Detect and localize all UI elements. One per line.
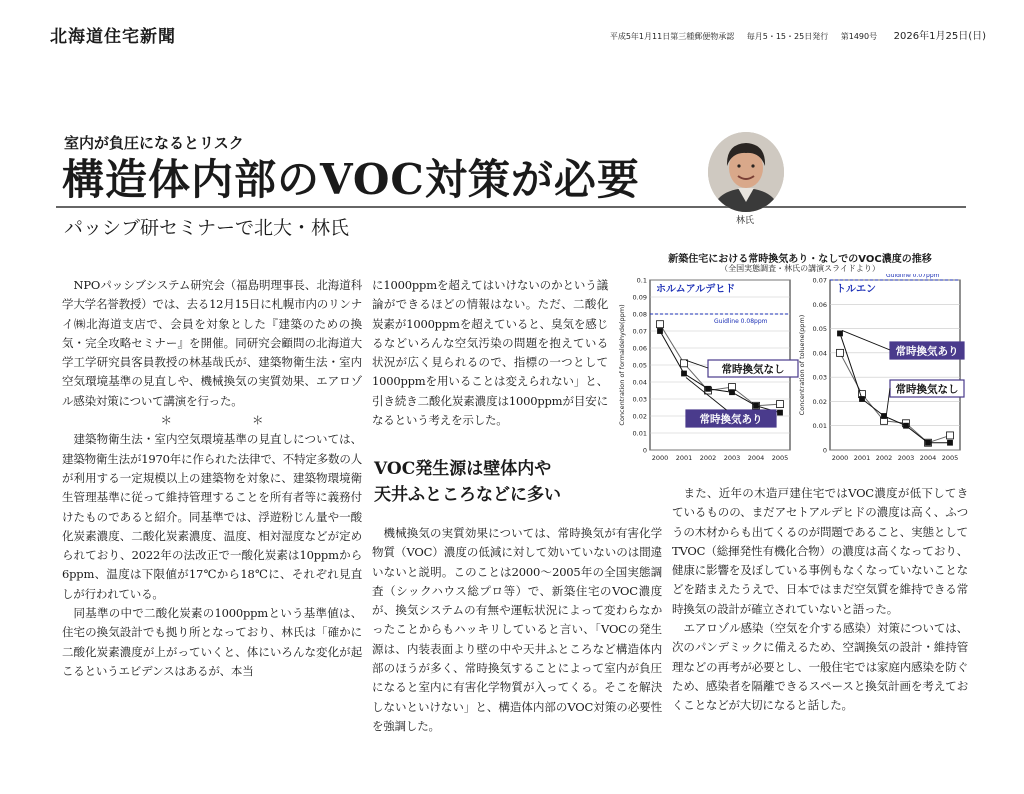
y-tick-label: 0.02 (632, 412, 647, 421)
x-tick-label: 2005 (771, 454, 789, 462)
callout-label: 常時換気なし (721, 363, 785, 376)
y-tick-label: 0.05 (812, 325, 827, 334)
series-no-ventilation-point (777, 401, 784, 408)
guideline-label: Guidline 0.08ppm (714, 318, 768, 325)
publication-schedule: 毎月5・15・25日発行 (746, 32, 829, 41)
article-column-3 (372, 524, 662, 736)
registration-note: 平成5年1月11日第三種郵便物承認 (609, 32, 735, 41)
series-with-ventilation-point (730, 390, 735, 395)
y-axis-label: Concentration of formaldehyde(ppm) (618, 304, 626, 426)
x-tick-label: 2004 (747, 454, 765, 462)
callout-label: 常時換気あり (895, 345, 959, 358)
series-with-ventilation-point (658, 329, 663, 334)
issue-number: 第1490号 (840, 32, 878, 41)
article-column-4 (672, 484, 968, 716)
x-tick-label: 2000 (831, 454, 849, 462)
y-tick-label: 0.05 (632, 361, 647, 370)
x-tick-label: 2001 (675, 454, 693, 462)
section-heading-line-2: 天井ふところなどに多い (374, 485, 561, 505)
y-tick-label: 0 (642, 446, 647, 455)
chart-subtitle: （全国実態調査・林氏の講演スライドより） (720, 264, 880, 273)
newspaper-masthead: 北海道住宅新聞 (50, 27, 176, 47)
paragraph-aerosol: エアロゾル感染（空気を介する感染）対策については、次のパンデミックに備えるため、空調換気の設計・維持管理などの再考が必要とし、一般住宅では家庭内感染を防ぐため、感染者を隔離できるスペースと換気計画を考えておくことなどが大切になると話した。 (672, 621, 968, 713)
guideline-label: Guidline 0.07ppm (886, 274, 940, 279)
speaker-photo (708, 132, 784, 212)
paragraph-co2: 同基準の中で二酸化炭素の1000ppmという基準値は、住宅の換気設計でも拠り所となっており、林氏は「確かに二酸化炭素濃度が上がっていくと、体にいろんな変化が起こるというエビデンスはあるが、本当 (62, 606, 362, 678)
series-with-ventilation-point (926, 440, 931, 445)
y-tick-label: 0.04 (812, 349, 827, 358)
paragraph-co2-cont: に1000ppmを超えてはいけないのかという議論ができるほどの情報はない。ただ、二酸化炭素が1000ppmを超えていると、臭気を感じるなどいろんな空気汚染の問題を抱えている状況が広く見られるので、指標の一つとして1000ppmを用いることは変えられない」と、引き続き二酸化炭素濃度は1000ppmが目安になるという考えを示した。 (372, 278, 608, 428)
article-subhead: パッシブ研セミナーで北大・林氏 (64, 217, 350, 239)
article-kicker: 室内が負圧になるとリスク (64, 134, 244, 152)
series-no-ventilation-point (837, 349, 844, 356)
chart-title: 新築住宅における常時換気あり・なしでのVOC濃度の推移 (668, 254, 932, 265)
article-headline: 構造体内部のVOC対策が必要 (62, 155, 640, 204)
plot-frame (830, 280, 960, 450)
series-with-ventilation-point (706, 386, 711, 391)
section-heading-line-1: VOC発生源は壁体内や (374, 459, 552, 479)
headline-rule (56, 206, 966, 208)
paragraph-ventilation: 機械換気の実質効果については、常時換気が有害化学物質（VOC）濃度の低減に対して効いていないのは間違いないと説明。このことは2000～2005年の全国実態調査（シックハウス総プロ等）で、新築住宅のVOC濃度が、換気システムの有無や運転状況によって変わらなかったことからもハッキリしていると言い、「VOCの発生源は、内装表面より壁の中や天井ふところなど構造体内部のほうが多く、常時換気することによって室内が負圧になると室内に有害化学物質が入ってくる。そこを解決しないといけない」と、構造体内部のVOC対策の必要性を強調した。 (372, 526, 662, 733)
y-tick-label: 0.06 (812, 300, 827, 309)
y-tick-label: 0 (822, 446, 827, 455)
section-heading (374, 456, 561, 508)
y-tick-label: 0.06 (632, 344, 647, 353)
photo-caption: 林氏 (736, 216, 755, 226)
series-with-ventilation-point (778, 410, 783, 415)
chart-name: ホルムアルデヒド (656, 284, 736, 295)
x-tick-label: 2004 (919, 454, 937, 462)
y-tick-label: 0.02 (812, 397, 827, 406)
x-tick-label: 2003 (897, 454, 915, 462)
x-tick-label: 2002 (875, 454, 893, 462)
issue-meta (600, 27, 986, 42)
section-stars: ＊＊ (160, 413, 344, 428)
series-no-ventilation-point (947, 432, 954, 439)
paragraph-intro: NPOパッシブシステム研究会（福島明理事長、北海道科学大学名誉教授）では、去る12月15日に札幌市内のリンナイ㈱北海道支店で、会員を対象とした『建築のための換気・完全攻略セミナー』を開催。同研究会顧問の北海道大学工学研究員客員教授の林基哉氏が、建築物衛生法・室内空気環境基準の見直しや、機械換気の実質効果、エアロゾル感染対策について講演を行った。 (62, 278, 362, 408)
series-with-ventilation-point (838, 331, 843, 336)
series-with-ventilation-point (860, 397, 865, 402)
y-tick-label: 0.1 (636, 276, 647, 285)
series-with-ventilation-point (904, 423, 909, 428)
y-tick-label: 0.01 (812, 422, 827, 431)
article-column-2 (372, 276, 608, 430)
series-with-ventilation-point (754, 403, 759, 408)
series-with-ventilation-point (682, 371, 687, 376)
x-tick-label: 2005 (941, 454, 959, 462)
y-tick-label: 0.03 (812, 373, 827, 382)
voc-concentration-chart (616, 274, 972, 470)
y-tick-label: 0.07 (632, 327, 647, 336)
series-with-ventilation-point (948, 440, 953, 445)
y-tick-label: 0.08 (632, 310, 647, 319)
paragraph-wood-voc: また、近年の木造戸建住宅ではVOC濃度が低下してきているものの、まだアセトアルデヒドの濃度は高く、ふつうの木材からも出てくるのが問題であること、実態としてTVOC（総揮発性有機化合物）の濃度は高くなっており、健康に影響を及ぼしている事例もなくなっていないことなどを踏まえたうえで、日本ではまだ空気質を維持できる常時換気の設計が確立されていないと語った。 (672, 486, 968, 616)
x-tick-label: 2001 (853, 454, 871, 462)
x-tick-label: 2002 (699, 454, 717, 462)
y-tick-label: 0.04 (632, 378, 647, 387)
x-tick-label: 2003 (723, 454, 741, 462)
y-tick-label: 0.03 (632, 395, 647, 404)
y-tick-label: 0.07 (812, 276, 827, 285)
paragraph-law: 建築物衛生法・室内空気環境基準の見直しについては、建築物衛生法が1970年に作られた法律で、不特定多数の人が利用する一定規模以上の建築物を対象に、建築物環境衛生管理基準に従って維持管理することを所有者等に義務付けたものであると紹介。同基準では、浮遊粉じん量や一酸化炭素濃度、二酸化炭素濃度、温度、相対湿度などが定められており、2022年の法改正で一酸化炭素は10ppmから6ppm、温度は下限値が17℃から18℃に、それぞれ見直しが行われている。 (62, 432, 362, 601)
series-no-ventilation-point (657, 321, 664, 328)
article-column-1 (62, 276, 362, 681)
y-axis-label: Concentration of toluene(ppm) (798, 314, 806, 416)
issue-date: 2026年1月25日(日) (893, 31, 986, 42)
callout-label: 常時換気なし (895, 383, 959, 396)
y-tick-label: 0.01 (632, 429, 647, 438)
chart-name: トルエン (836, 284, 876, 295)
callout-label: 常時換気あり (699, 413, 763, 426)
x-tick-label: 2000 (651, 454, 669, 462)
y-tick-label: 0.09 (632, 293, 647, 302)
